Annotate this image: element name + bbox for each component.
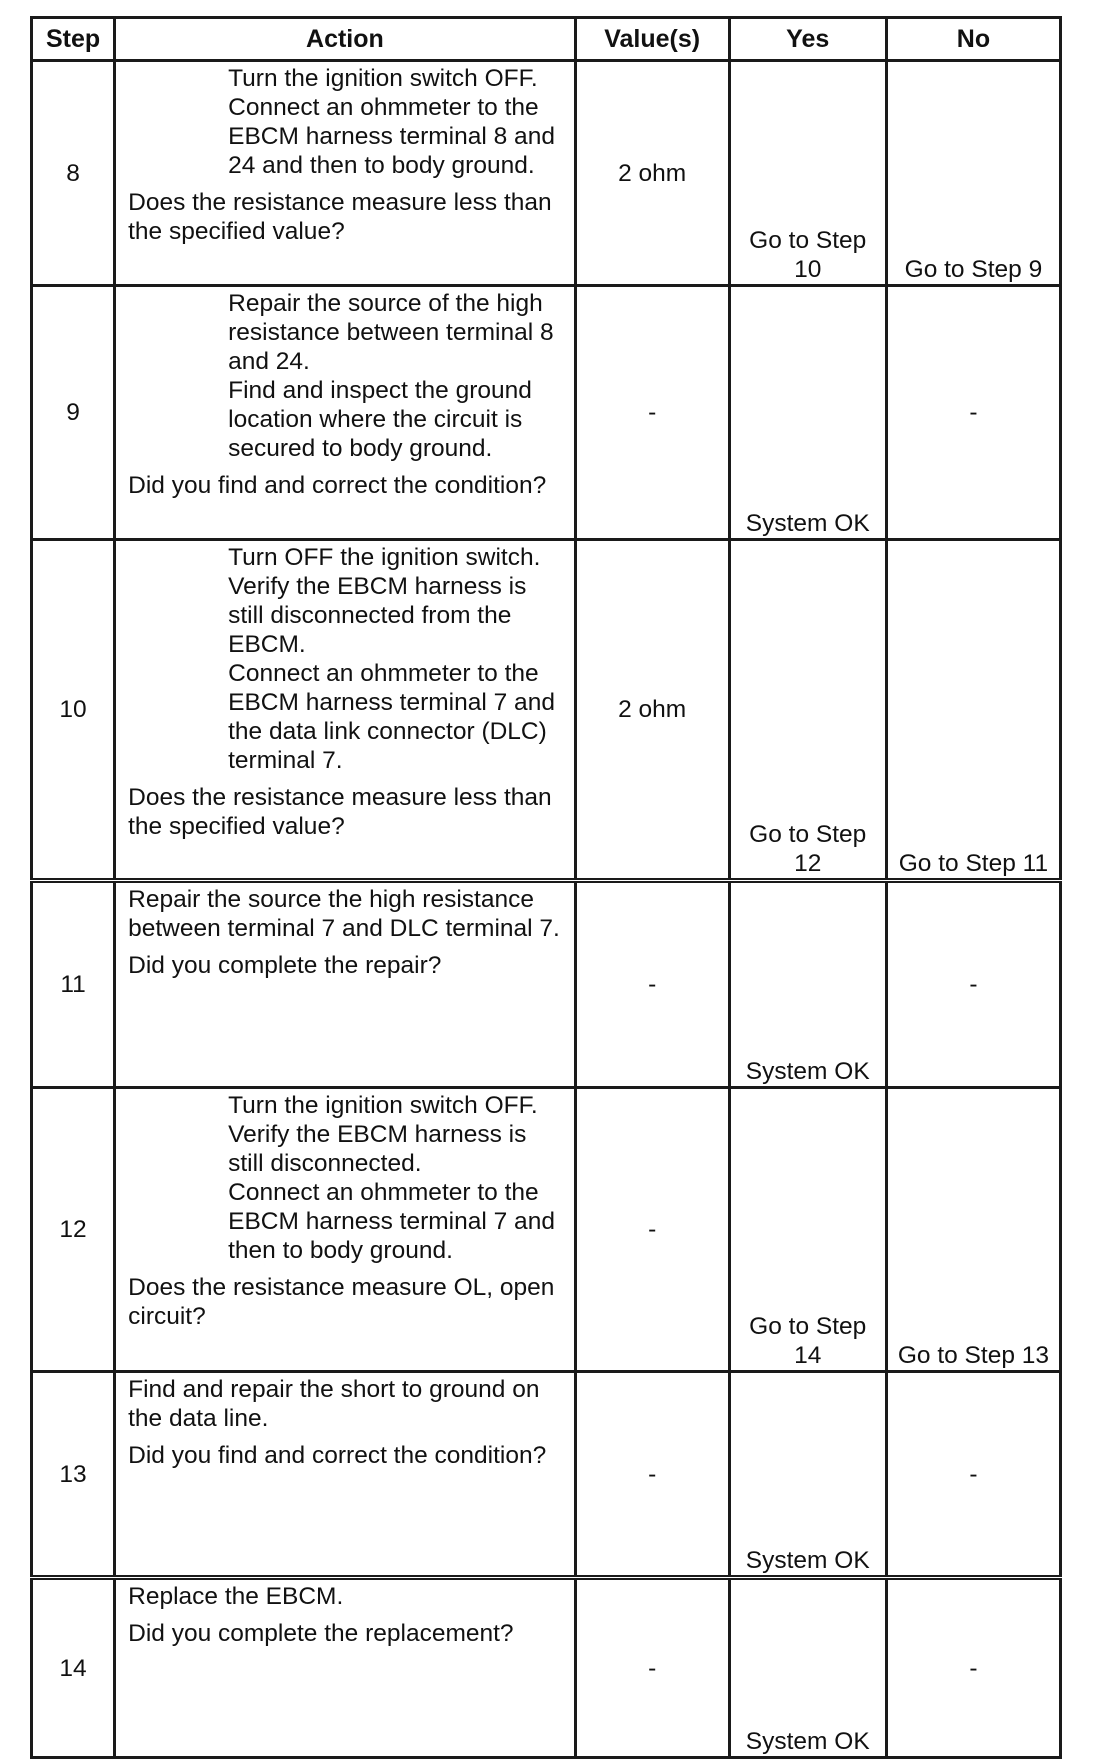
instruction-line: Repair the source of the high resistance between terminal 8 and 24.: [228, 290, 554, 375]
action-cell: [115, 881, 576, 1088]
no-cell: -: [886, 1578, 1060, 1758]
action-question: Did you find and correct the condition?: [128, 472, 547, 499]
header-values: Value(s): [575, 18, 729, 61]
value-cell: -: [575, 286, 729, 540]
instruction-line: Connect an ohmmeter to the EBCM harness terminal 8 and 24 and then to body ground.: [228, 94, 555, 179]
action-instructions: [128, 289, 562, 463]
table-row: [32, 286, 1061, 540]
step-number: 9: [32, 286, 115, 540]
yes-cell: Go to Step 14: [729, 1088, 886, 1372]
header-step: Step: [32, 18, 115, 61]
value-cell: 2 ohm: [575, 540, 729, 881]
step-number: 12: [32, 1088, 115, 1372]
instruction-line: Verify the EBCM harness is still disconnected from the EBCM.: [228, 573, 527, 658]
action-instructions: [128, 64, 562, 180]
instruction-line: Find and inspect the ground location where the circuit is secured to body ground.: [228, 377, 532, 462]
step-number: 14: [32, 1578, 115, 1758]
action-instructions: [128, 885, 562, 943]
no-cell: -: [886, 286, 1060, 540]
table-row: [32, 1088, 1061, 1372]
table-row: [32, 61, 1061, 286]
value-cell: -: [575, 1372, 729, 1578]
action-question: Did you complete the repair?: [128, 952, 442, 979]
no-cell: -: [886, 1372, 1060, 1578]
action-cell: [115, 1578, 576, 1758]
action-cell: [115, 1372, 576, 1578]
diagnostic-table: [30, 16, 1062, 1759]
header-row: [32, 18, 1061, 61]
table-row: [32, 1372, 1061, 1578]
instruction-line: Connect an ohmmeter to the EBCM harness terminal 7 and the data link connector (DLC) terminal 7.: [228, 660, 555, 774]
step-number: 10: [32, 540, 115, 881]
instruction-line: Find and repair the short to ground on the data line.: [128, 1376, 540, 1432]
instruction-line: Replace the EBCM.: [128, 1583, 344, 1610]
value-cell: 2 ohm: [575, 61, 729, 286]
instruction-line: Turn the ignition switch OFF.: [228, 65, 538, 92]
action-cell: [115, 61, 576, 286]
table-row: [32, 540, 1061, 881]
action-question: Does the resistance measure less than the specified value?: [128, 189, 552, 245]
step-number: 13: [32, 1372, 115, 1578]
yes-cell: System OK: [729, 881, 886, 1088]
header-no: No: [886, 18, 1060, 61]
instruction-line: Turn the ignition switch OFF.: [228, 1092, 538, 1119]
action-question: Did you find and correct the condition?: [128, 1442, 547, 1469]
action-cell: [115, 1088, 576, 1372]
value-cell: -: [575, 1088, 729, 1372]
instruction-line: Turn OFF the ignition switch.: [228, 544, 541, 571]
header-yes: Yes: [729, 18, 886, 61]
action-cell: [115, 540, 576, 881]
action-question: Did you complete the replacement?: [128, 1620, 514, 1647]
no-cell: Go to Step 13: [886, 1088, 1060, 1372]
value-cell: -: [575, 881, 729, 1088]
table-row: [32, 1578, 1061, 1758]
no-cell: Go to Step 11: [886, 540, 1060, 881]
action-cell: [115, 286, 576, 540]
instruction-line: Connect an ohmmeter to the EBCM harness terminal 7 and then to body ground.: [228, 1179, 555, 1264]
action-question: Does the resistance measure less than the specified value?: [128, 784, 552, 840]
no-cell: -: [886, 881, 1060, 1088]
action-instructions: [128, 543, 562, 775]
action-instructions: [128, 1582, 562, 1611]
yes-cell: Go to Step 12: [729, 540, 886, 881]
action-instructions: [128, 1375, 562, 1433]
action-instructions: [128, 1091, 562, 1265]
instruction-line: Verify the EBCM harness is still disconnected.: [228, 1121, 527, 1177]
value-cell: -: [575, 1578, 729, 1758]
yes-cell: System OK: [729, 1578, 886, 1758]
no-cell: Go to Step 9: [886, 61, 1060, 286]
yes-cell: System OK: [729, 1372, 886, 1578]
yes-cell: System OK: [729, 286, 886, 540]
step-number: 11: [32, 881, 115, 1088]
instruction-line: Repair the source the high resistance between terminal 7 and DLC terminal 7.: [128, 886, 560, 942]
action-question: Does the resistance measure OL, open circuit?: [128, 1274, 555, 1330]
header-action: Action: [115, 18, 576, 61]
step-number: 8: [32, 61, 115, 286]
yes-cell: Go to Step 10: [729, 61, 886, 286]
table-row: [32, 881, 1061, 1088]
